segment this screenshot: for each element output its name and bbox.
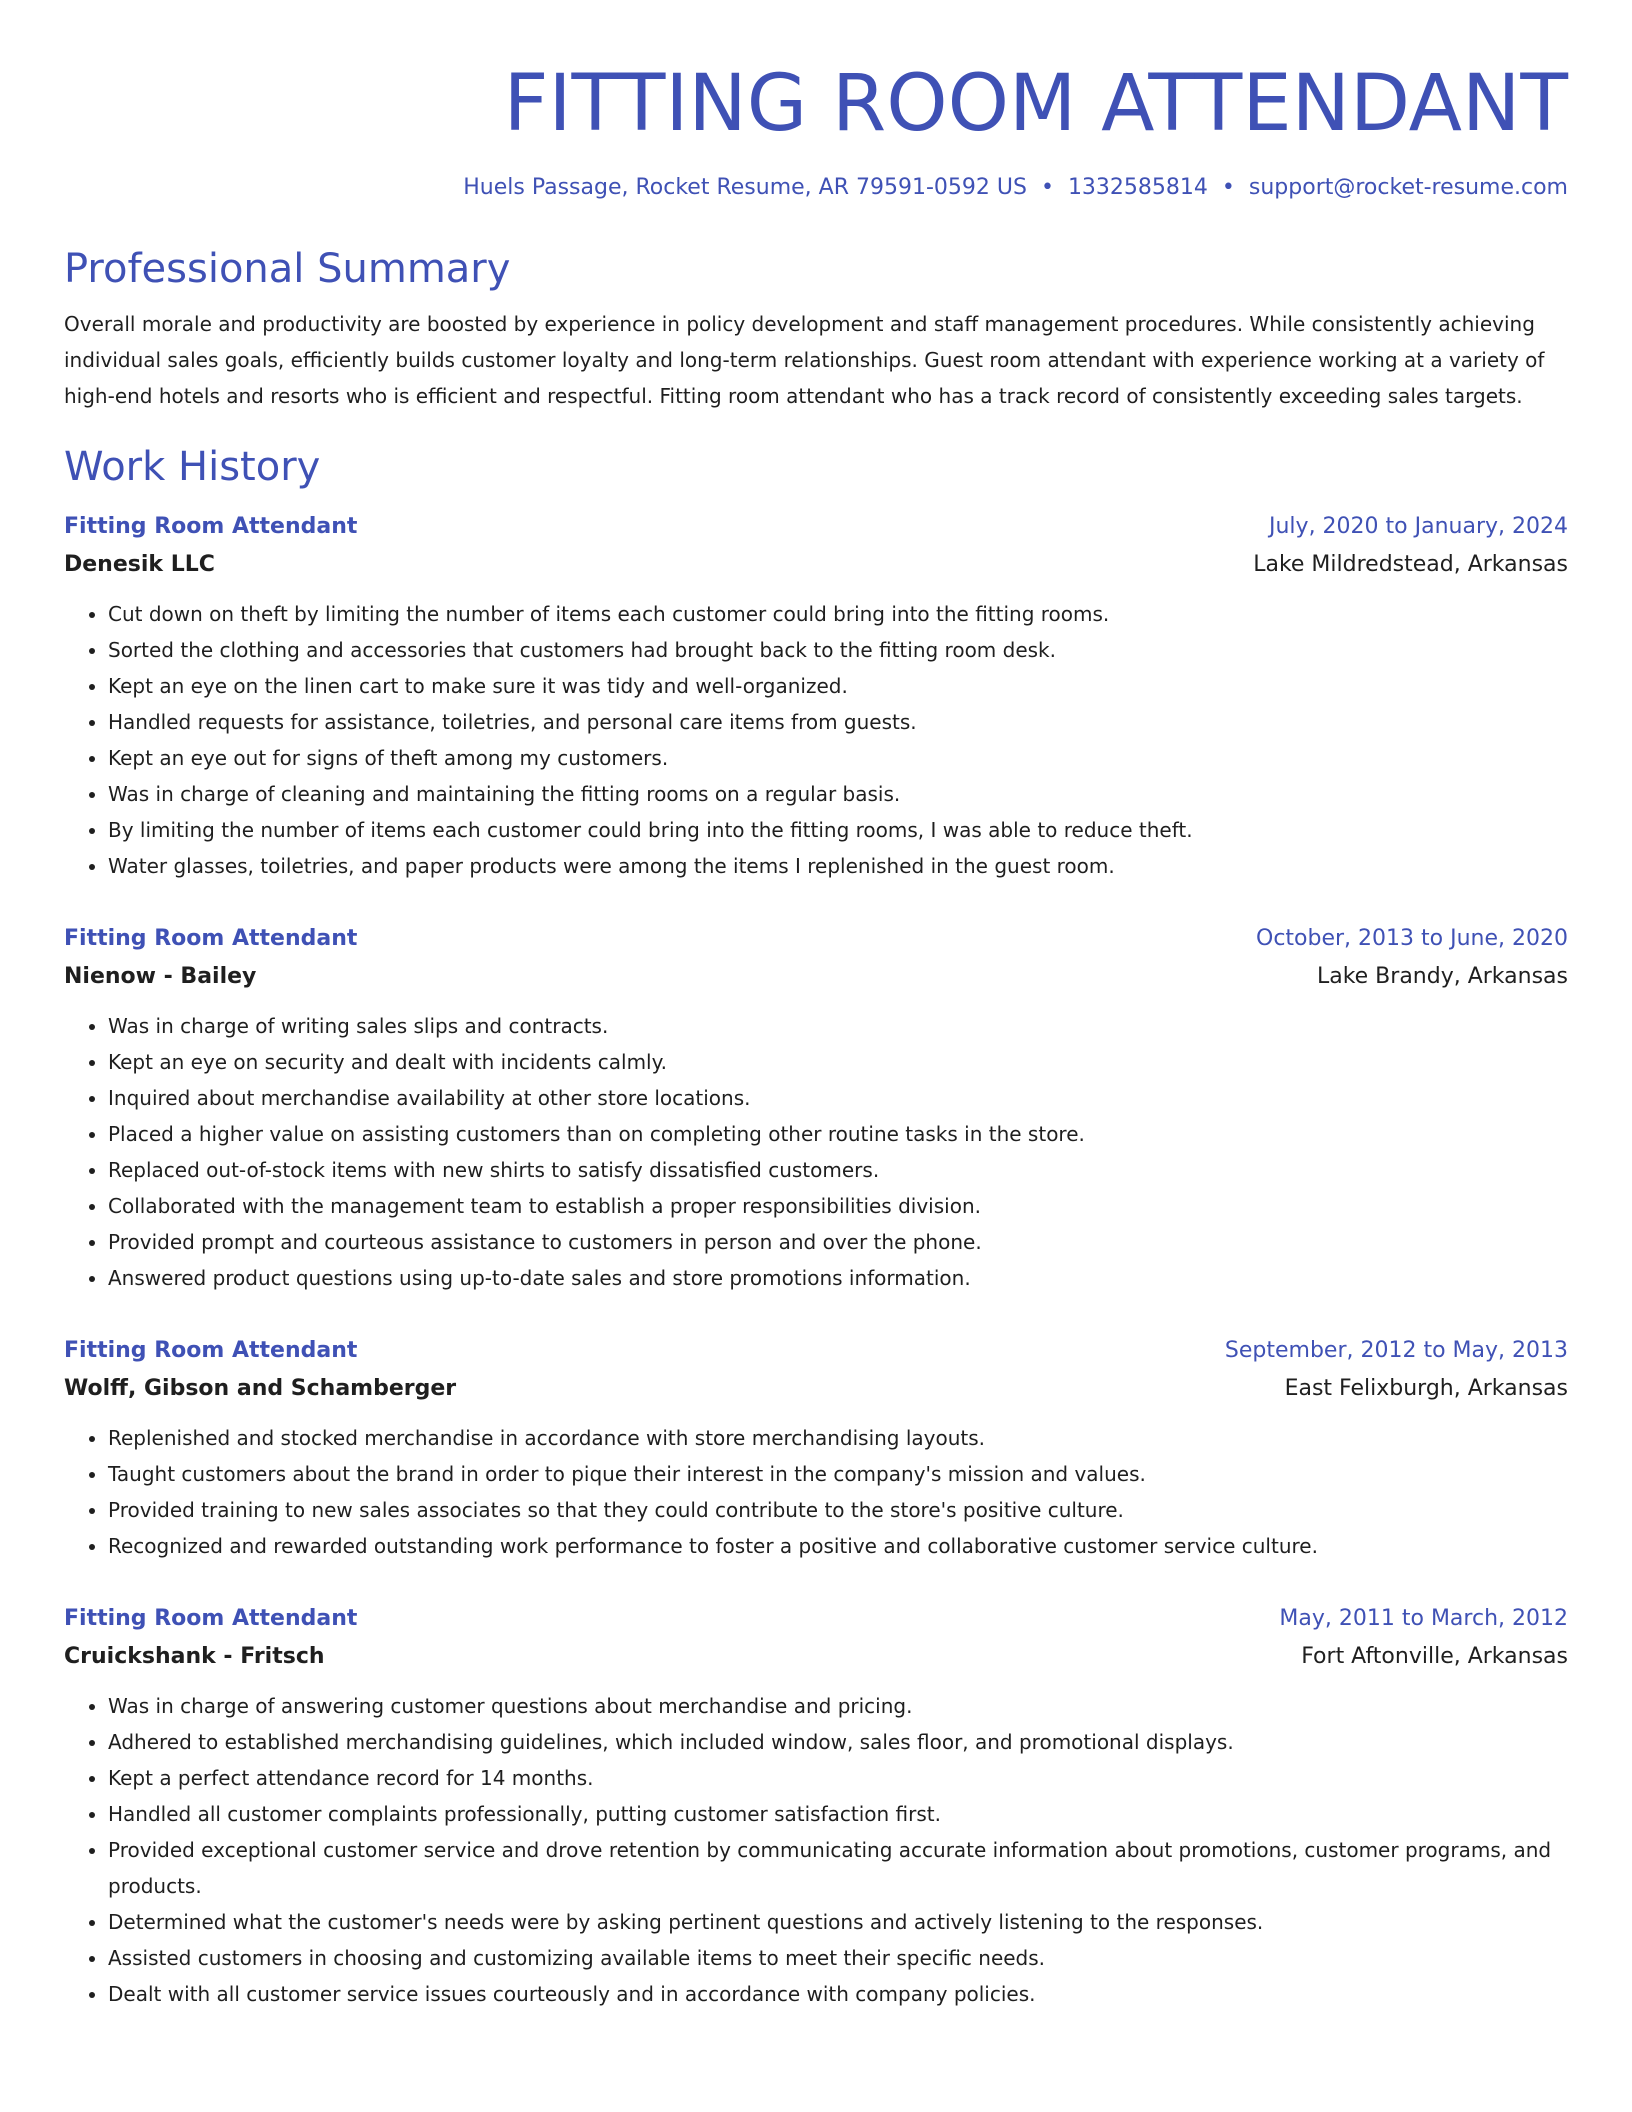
job-bullet: • Provided exceptional customer service and drove retention by communicating accurate information about promotions, customer programs, and products. xyxy=(108,1832,1568,1904)
job-bullet: • Kept a perfect attendance record for 14 months. xyxy=(108,1760,1568,1796)
job-company-row xyxy=(64,958,1568,996)
job-bullet: • Replaced out-of-stock items with new shirts to satisfy dissatisfied customers. xyxy=(108,1152,1568,1188)
job-location: Lake Mildredstead, Arkansas xyxy=(1253,552,1568,577)
job-bullet: • Sorted the clothing and accessories that customers had brought back to the fitting room desk. xyxy=(108,632,1568,668)
contact-email[interactable]: support@rocket-resume.com xyxy=(1248,175,1568,200)
job-bullet-list xyxy=(64,1008,1568,1296)
contact-line xyxy=(64,170,1568,206)
job-bullet: • Determined what the customer's needs were by asking pertinent questions and actively listening to the responses. xyxy=(108,1904,1568,1940)
job-title-row xyxy=(64,1332,1568,1370)
job-entry xyxy=(64,1332,1568,1564)
job-company: Cruickshank - Fritsch xyxy=(64,1644,325,1669)
job-bullet: • Answered product questions using up-to-date sales and store promotions information. xyxy=(108,1260,1568,1296)
job-title-row xyxy=(64,1600,1568,1638)
resume-header xyxy=(64,0,1568,206)
contact-separator: • xyxy=(1040,175,1054,200)
section-title-summary: Professional Summary xyxy=(64,246,511,292)
job-bullet: • Handled requests for assistance, toiletries, and personal care items from guests. xyxy=(108,704,1568,740)
job-company: Wolff, Gibson and Schamberger xyxy=(64,1376,457,1401)
professional-summary-section xyxy=(64,242,1568,414)
contact-address: Huels Passage, Rocket Resume, AR 79591-0592 US xyxy=(463,175,1027,200)
job-entry xyxy=(64,920,1568,1296)
job-bullet: • Was in charge of answering customer questions about merchandise and pricing. xyxy=(108,1688,1568,1724)
work-history-section xyxy=(64,440,1568,2012)
job-dates: October, 2013 to June, 2020 xyxy=(1256,926,1568,951)
job-bullet: • Was in charge of writing sales slips and contracts. xyxy=(108,1008,1568,1044)
job-location: Lake Brandy, Arkansas xyxy=(1316,964,1568,989)
job-company: Nienow - Bailey xyxy=(64,964,257,989)
job-bullet: • Collaborated with the management team to establish a proper responsibilities division. xyxy=(108,1188,1568,1224)
job-bullet: • Was in charge of cleaning and maintaining the fitting rooms on a regular basis. xyxy=(108,776,1568,812)
job-title: Fitting Room Attendant xyxy=(64,1338,358,1363)
job-bullet-list xyxy=(64,1420,1568,1564)
job-company: Denesik LLC xyxy=(64,552,215,577)
job-bullet-list xyxy=(64,596,1568,884)
job-title: Fitting Room Attendant xyxy=(64,926,358,951)
summary-text: Overall morale and productivity are boosted by experience in policy development and staff management procedures. While consistently achieving individual sales goals, efficiently builds customer loyalty and long-term relationships. Guest room attendant with experience working at a variety of high-end hotels and resorts who is efficient and respectful. Fitting room attendant who has a track record of consistently exceeding sales targets. xyxy=(64,312,1545,408)
job-bullet: • Cut down on theft by limiting the number of items each customer could bring into the fitting rooms. xyxy=(108,596,1568,632)
job-bullet: • By limiting the number of items each customer could bring into the fitting rooms, I was able to reduce theft. xyxy=(108,812,1568,848)
job-title-row xyxy=(64,920,1568,958)
job-location: Fort Aftonville, Arkansas xyxy=(1301,1644,1568,1669)
job-bullet: • Provided prompt and courteous assistance to customers in person and over the phone. xyxy=(108,1224,1568,1260)
job-dates: May, 2011 to March, 2012 xyxy=(1279,1606,1568,1631)
contact-phone: 1332585814 xyxy=(1067,175,1208,200)
job-company-row xyxy=(64,546,1568,584)
job-bullet: • Dealt with all customer service issues courteously and in accordance with company policies. xyxy=(108,1976,1568,2012)
job-bullet: • Kept an eye on security and dealt with incidents calmly. xyxy=(108,1044,1568,1080)
job-title: Fitting Room Attendant xyxy=(64,1606,358,1631)
job-bullet: • Assisted customers in choosing and customizing available items to meet their specific needs. xyxy=(108,1940,1568,1976)
job-bullet: • Kept an eye out for signs of theft among my customers. xyxy=(108,740,1568,776)
candidate-name: FITTING ROOM ATTENDANT xyxy=(503,59,1568,149)
job-title: Fitting Room Attendant xyxy=(64,514,358,539)
job-bullet: • Handled all customer complaints professionally, putting customer satisfaction first. xyxy=(108,1796,1568,1832)
job-bullet: • Adhered to established merchandising guidelines, which included window, sales floor, and promotional displays. xyxy=(108,1724,1568,1760)
job-company-row xyxy=(64,1370,1568,1408)
job-bullet: • Inquired about merchandise availability at other store locations. xyxy=(108,1080,1568,1116)
job-bullet: • Water glasses, toiletries, and paper products were among the items I replenished in the guest room. xyxy=(108,848,1568,884)
job-title-row xyxy=(64,508,1568,546)
job-bullet: • Kept an eye on the linen cart to make sure it was tidy and well-organized. xyxy=(108,668,1568,704)
job-location: East Felixburgh, Arkansas xyxy=(1284,1376,1568,1401)
job-bullet: • Replenished and stocked merchandise in accordance with store merchandising layouts. xyxy=(108,1420,1568,1456)
job-bullet: • Taught customers about the brand in order to pique their interest in the company's mission and values. xyxy=(108,1456,1568,1492)
job-list xyxy=(64,508,1568,2012)
job-bullet: • Placed a higher value on assisting customers than on completing other routine tasks in the store. xyxy=(108,1116,1568,1152)
job-bullet: • Provided training to new sales associates so that they could contribute to the store's positive culture. xyxy=(108,1492,1568,1528)
contact-separator: • xyxy=(1221,175,1235,200)
job-entry xyxy=(64,508,1568,884)
job-bullet: • Recognized and rewarded outstanding work performance to foster a positive and collaborative customer service culture. xyxy=(108,1528,1568,1564)
job-entry xyxy=(64,1600,1568,2012)
job-bullet-list xyxy=(64,1688,1568,2012)
job-dates: July, 2020 to January, 2024 xyxy=(1269,514,1568,539)
section-title-work-history: Work History xyxy=(64,444,321,490)
job-dates: September, 2012 to May, 2013 xyxy=(1224,1338,1568,1363)
job-company-row xyxy=(64,1638,1568,1676)
